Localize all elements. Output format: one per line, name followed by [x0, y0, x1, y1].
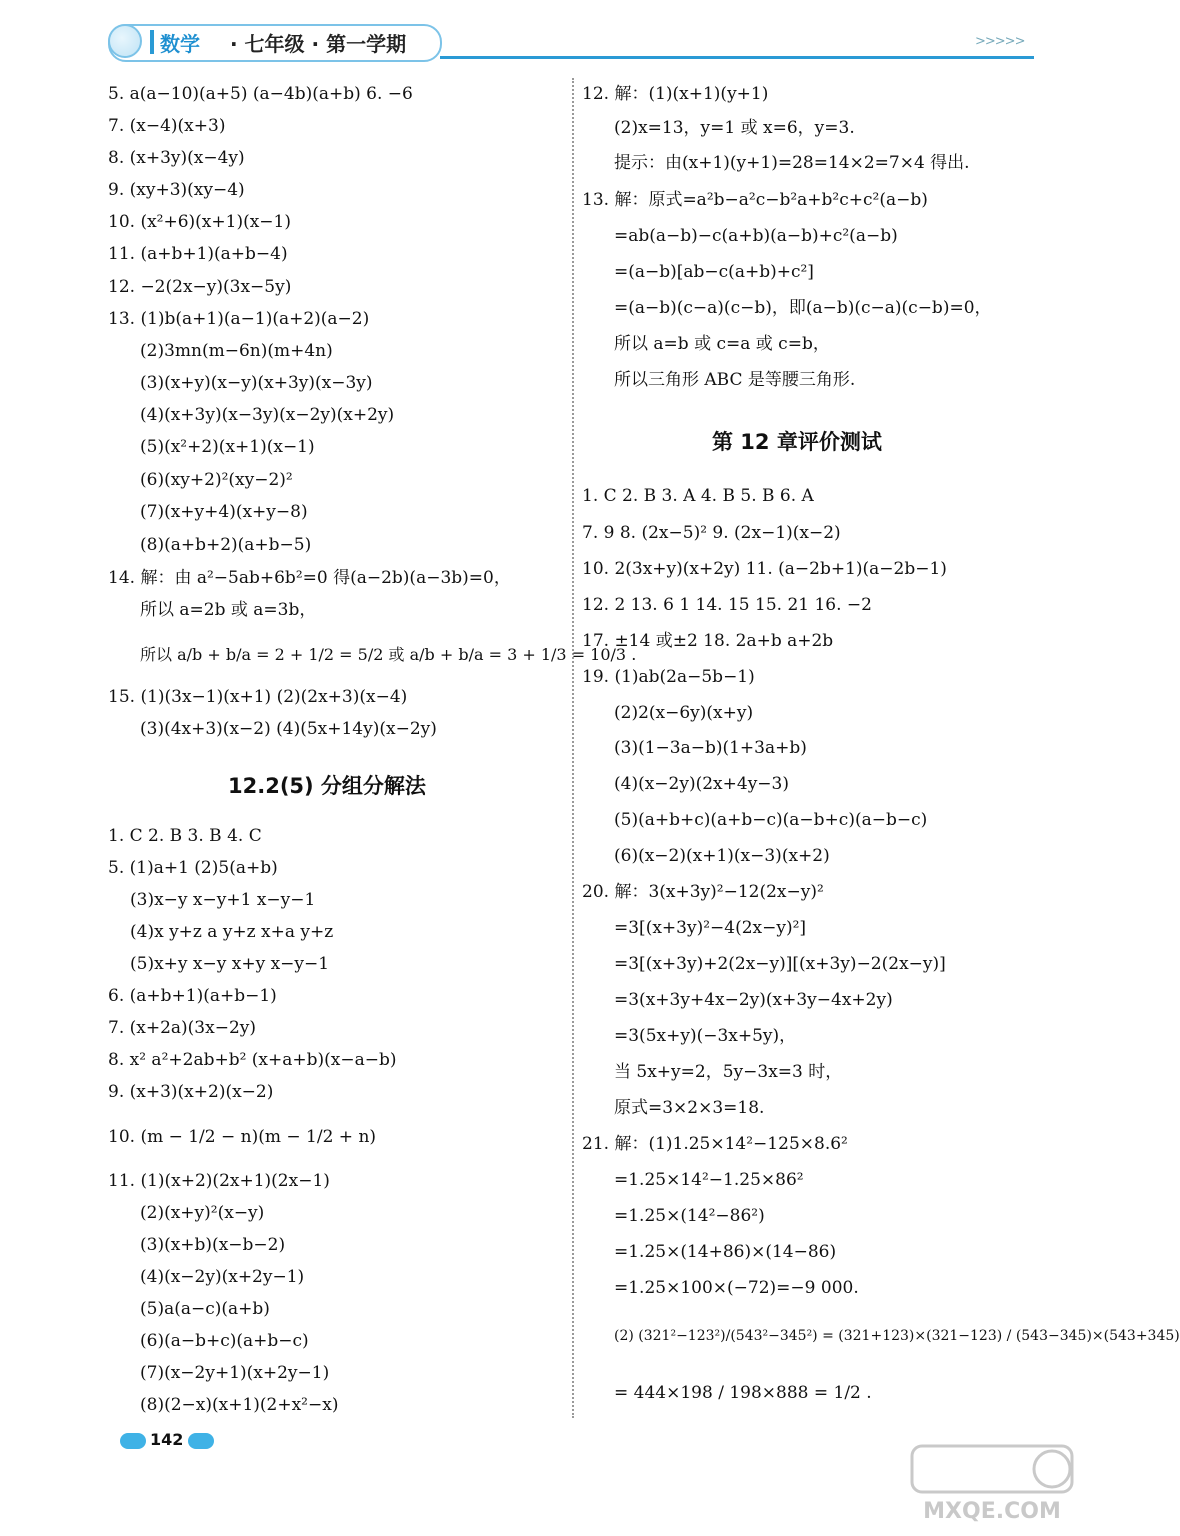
answer-line: 20. 解：3(x+3y)²−12(2x−y)² [582, 882, 824, 902]
answer-line: =1.25×14²−1.25×86² [614, 1170, 804, 1190]
answer-line: 当 5x+y=2，5y−3x=3 时， [614, 1062, 843, 1082]
answer-line: 5. (1)a+1 (2)5(a+b) [108, 858, 278, 878]
answer-line: =(a−b)(c−a)(c−b)，即(a−b)(c−a)(c−b)=0， [614, 298, 992, 318]
answer-line: 19. (1)ab(2a−5b−1) [582, 667, 755, 687]
page-number: 142 [150, 1430, 184, 1449]
answer-line: (3)x−y x−y+1 x−y−1 [130, 890, 316, 910]
footer-right-blob-icon [188, 1433, 214, 1449]
answer-line: =1.25×100×(−72)=−9 000. [614, 1278, 859, 1298]
header-arrows-icon: >>>>> [975, 34, 1025, 49]
answer-line: (7)(x−2y+1)(x+2y−1) [140, 1363, 330, 1383]
answer-line: 21. 解：(1)1.25×14²−125×8.6² [582, 1134, 848, 1154]
answer-line: =3(5x+y)(−3x+5y)， [614, 1026, 797, 1046]
answer-line: =3(x+3y+4x−2y)(x+3y−4x+2y) [614, 990, 893, 1010]
answer-line: 5. a(a−10)(a+5) (a−4b)(a+b) 6. −6 [108, 84, 413, 104]
answer-line: (6)(xy+2)²(xy−2)² [140, 470, 293, 490]
answer-line: 13. (1)b(a+1)(a−1)(a+2)(a−2) [108, 309, 370, 329]
answer-line: (5)a(a−c)(a+b) [140, 1299, 270, 1319]
header-bar [150, 30, 154, 54]
answer-line: (3)(x+y)(x−y)(x+3y)(x−3y) [140, 373, 373, 393]
answer-line: (3)(4x+3)(x−2) (4)(5x+14y)(x−2y) [140, 719, 437, 739]
footer-left-blob-icon [120, 1433, 146, 1449]
page-header [0, 0, 1091, 70]
answer-line: (3)(1−3a−b)(1+3a+b) [614, 738, 807, 758]
answer-line: 所以三角形 ABC 是等腰三角形. [614, 370, 856, 390]
answer-line: 15. (1)(3x−1)(x+1) (2)(2x+3)(x−4) [108, 687, 408, 707]
answer-line: (5)x+y x−y x+y x−y−1 [130, 954, 330, 974]
answer-line: (8)(2−x)(x+1)(2+x²−x) [140, 1395, 339, 1415]
answer-line: (5)(x²+2)(x+1)(x−1) [140, 437, 315, 457]
answer-line: (2)(x+y)²(x−y) [140, 1203, 265, 1223]
answer-line: 原式=3×2×3=18. [614, 1098, 765, 1118]
answer-line: 8. x² a²+2ab+b² (x+a+b)(x−a−b) [108, 1050, 397, 1070]
answer-line: 11. (a+b+1)(a+b−4) [108, 244, 288, 264]
answer-line: 所以 a/b + b/a = 2 + 1/2 = 5/2 或 a/b + b/a = 3 + 1/3 = 10/3 . [140, 645, 637, 664]
header-subject: 数学 [160, 32, 200, 56]
answer-line: (2)x=13，y=1 或 x=6，y=3. [614, 118, 855, 138]
answer-line: 10. (x²+6)(x+1)(x−1) [108, 212, 291, 232]
answer-line: 7. (x−4)(x+3) [108, 116, 226, 136]
section-title: 第 12 章评价测试 [712, 430, 882, 454]
column-divider [572, 78, 574, 1418]
watermark-logo [902, 1440, 1082, 1530]
answer-line: (4)(x−2y)(x+2y−1) [140, 1267, 305, 1287]
answer-line: 17. ±14 或±2 18. 2a+b a+2b [582, 631, 834, 651]
answer-line: 14. 解：由 a²−5ab+6b²=0 得(a−2b)(a−3b)=0， [108, 568, 511, 588]
answer-line: (6)(x−2)(x+1)(x−3)(x+2) [614, 846, 830, 866]
answer-line: (8)(a+b+2)(a+b−5) [140, 535, 312, 555]
answer-line: =ab(a−b)−c(a+b)(a−b)+c²(a−b) [614, 226, 898, 246]
answer-line: 9. (xy+3)(xy−4) [108, 180, 245, 200]
answer-line: 8. (x+3y)(x−4y) [108, 148, 245, 168]
answer-line: (6)(a−b+c)(a+b−c) [140, 1331, 309, 1351]
answer-line: 13. 解：原式=a²b−a²c−b²a+b²c+c²(a−b) [582, 190, 928, 210]
answer-line: 12. 解：(1)(x+1)(y+1) [582, 84, 769, 104]
header-circle-icon [108, 24, 142, 58]
answer-line: (4)(x−2y)(2x+4y−3) [614, 774, 789, 794]
answer-line: 6. (a+b+1)(a+b−1) [108, 986, 277, 1006]
answer-line: 1. C 2. B 3. B 4. C [108, 826, 262, 846]
section-title: 12.2(5) 分组分解法 [228, 774, 426, 798]
answer-line: 12. 2 13. 6 1 14. 15 15. 21 16. −2 [582, 595, 872, 615]
answer-line: (2)2(x−6y)(x+y) [614, 703, 754, 723]
answer-line: =1.25×(14²−86²) [614, 1206, 765, 1226]
page-footer [120, 1430, 220, 1454]
answer-line: (2) (321²−123²)/(543²−345²) = (321+123)×(321−123) / (543−345)×(543+345) [614, 1328, 1180, 1344]
answer-line: (4)x y+z a y+z x+a y+z [130, 922, 334, 942]
header-rule [440, 56, 1034, 59]
answer-line: (3)(x+b)(x−b−2) [140, 1235, 286, 1255]
answer-line: 所以 a=b 或 c=a 或 c=b， [614, 334, 830, 354]
answer-line: (4)(x+3y)(x−3y)(x−2y)(x+2y) [140, 405, 395, 425]
header-grade: · 七年级 · 第一学期 [230, 32, 407, 56]
answer-line: 11. (1)(x+2)(2x+1)(2x−1) [108, 1171, 330, 1191]
answer-line: =3[(x+3y)²−4(2x−y)²] [614, 918, 807, 938]
answer-line: (5)(a+b+c)(a+b−c)(a−b+c)(a−b−c) [614, 810, 928, 830]
answer-line: 12. −2(2x−y)(3x−5y) [108, 277, 292, 297]
svg-text:MXQE.COM: MXQE.COM [923, 1499, 1061, 1524]
answer-line: =3[(x+3y)+2(2x−y)][(x+3y)−2(2x−y)] [614, 954, 946, 974]
answer-line: 7. (x+2a)(3x−2y) [108, 1018, 257, 1038]
answer-line: 9. (x+3)(x+2)(x−2) [108, 1082, 274, 1102]
answer-line: = 444×198 / 198×888 = 1/2 . [614, 1383, 872, 1403]
answer-line: 10. (m − 1/2 − n)(m − 1/2 + n) [108, 1127, 377, 1147]
answer-line: 10. 2(3x+y)(x+2y) 11. (a−2b+1)(a−2b−1) [582, 559, 947, 579]
answer-line: =(a−b)[ab−c(a+b)+c²] [614, 262, 814, 282]
answer-line: (7)(x+y+4)(x+y−8) [140, 502, 308, 522]
answer-line: (2)3mn(m−6n)(m+4n) [140, 341, 333, 361]
answer-line: 7. 9 8. (2x−5)² 9. (2x−1)(x−2) [582, 523, 841, 543]
answer-line: =1.25×(14+86)×(14−86) [614, 1242, 837, 1262]
answer-line: 所以 a=2b 或 a=3b， [140, 600, 317, 620]
answer-line: 1. C 2. B 3. A 4. B 5. B 6. A [582, 486, 814, 506]
answer-line: 提示：由(x+1)(y+1)=28=14×2=7×4 得出. [614, 153, 970, 173]
